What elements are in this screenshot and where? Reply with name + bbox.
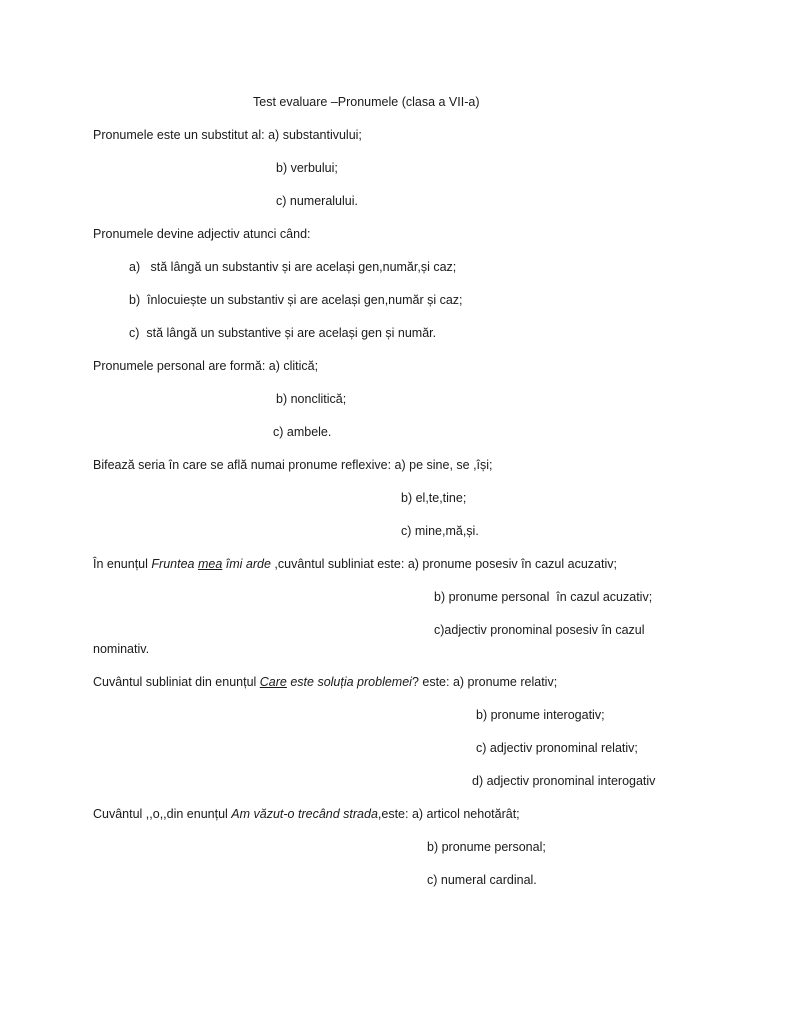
question-4-option-a: a) pe sine, se ,își; <box>394 458 493 472</box>
question-3-stem: Pronumele personal are formă: <box>93 359 269 373</box>
question-2-option-b: b) înlocuiește un substantiv și are același gen,număr și caz; <box>129 293 463 307</box>
question-6-option-d: d) adjectiv pronominal interogativ <box>472 774 656 788</box>
question-4-option-b: b) el,te,tine; <box>401 491 467 505</box>
question-7-stem-suffix: ,este: <box>377 807 412 821</box>
question-4-option-c: c) mine,mă,și. <box>401 524 479 538</box>
question-7-option-a: a) articol nehotărât; <box>411 807 520 821</box>
question-1 <box>93 127 362 143</box>
question-7-option-c: c) numeral cardinal. <box>427 873 537 887</box>
question-4 <box>93 457 493 473</box>
question-2-option-c: c) stă lângă un substantive și are același gen și număr. <box>129 326 437 340</box>
question-7 <box>93 806 520 822</box>
question-7-stem-prefix: Cuvântul ,,o,,din enunțul <box>93 807 232 821</box>
question-1-stem: Pronumele este un substitut al: <box>93 128 269 142</box>
question-3-option-c: c) ambele. <box>273 425 332 439</box>
question-5-stem-italic-2: îmi arde <box>222 557 271 571</box>
question-6-underlined-word: Care <box>259 675 287 689</box>
question-6-option-a: a) pronume relativ; <box>452 675 558 689</box>
question-5-option-c: c)adjectiv pronominal posesiv în cazul <box>434 623 645 637</box>
question-5-stem-prefix: În enunțul <box>93 557 152 571</box>
question-5-stem-italic-1: Fruntea <box>151 557 198 571</box>
question-6-option-b: b) pronume interogativ; <box>476 708 605 722</box>
question-7-stem-italic: Am văzut-o trecând strada <box>231 807 378 821</box>
question-2-stem: Pronumele devine adjectiv atunci când: <box>93 227 311 241</box>
question-1-option-c: c) numeralului. <box>276 194 358 208</box>
question-6 <box>93 674 557 690</box>
question-5-stem-suffix: ,cuvântul subliniat este: <box>270 557 408 571</box>
question-5-option-a: a) pronume posesiv în cazul acuzativ; <box>407 557 617 571</box>
question-6-stem-prefix: Cuvântul subliniat din enunțul <box>93 675 260 689</box>
question-5-option-c-continuation: nominativ. <box>93 642 150 656</box>
question-1-option-a: a) substantivului; <box>268 128 362 142</box>
question-7-option-b: b) pronume personal; <box>427 840 546 854</box>
question-3-option-a: a) clitică; <box>268 359 319 373</box>
question-1-option-b: b) verbului; <box>276 161 338 175</box>
question-4-stem: Bifează seria în care se află numai pronume reflexive: <box>93 458 395 472</box>
question-2-option-a: a) stă lângă un substantiv și are același gen,număr,și caz; <box>129 260 457 274</box>
question-6-option-c: c) adjectiv pronominal relativ; <box>476 741 638 755</box>
question-3 <box>93 358 318 374</box>
question-5-option-b: b) pronume personal în cazul acuzativ; <box>434 590 653 604</box>
document-title: Test evaluare –Pronumele (clasa a VII-a) <box>253 95 480 109</box>
question-3-option-b: b) nonclitică; <box>276 392 347 406</box>
question-6-stem-italic: este soluția problemei <box>286 675 412 689</box>
question-6-stem-suffix: ? este: <box>411 675 453 689</box>
question-5-underlined-word: mea <box>197 557 223 571</box>
question-5 <box>93 556 617 572</box>
